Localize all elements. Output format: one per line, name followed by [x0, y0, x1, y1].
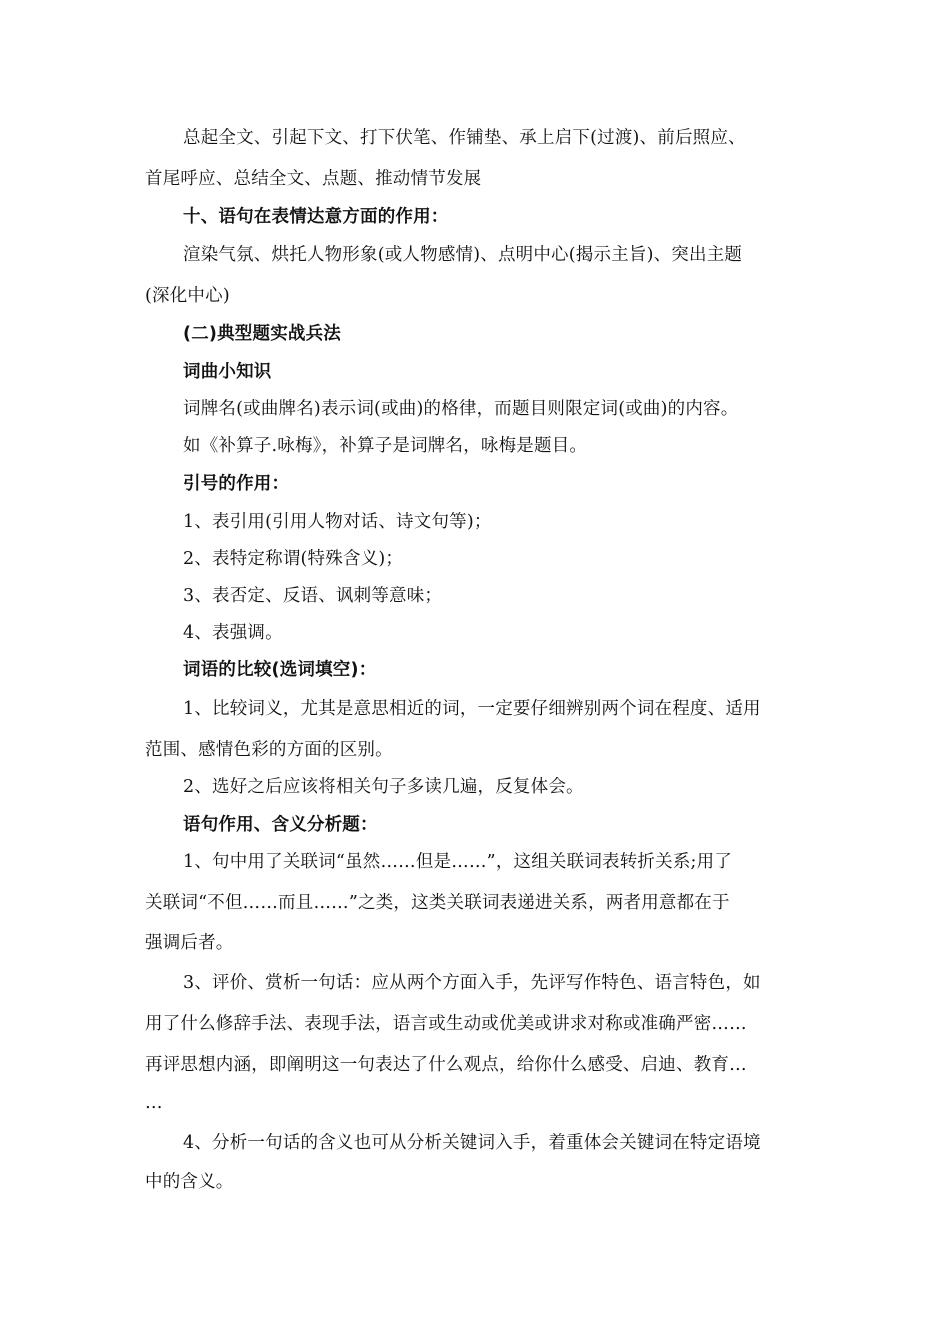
subsection-heading: 词曲小知识	[183, 362, 272, 382]
paragraph-line: (深化中心)	[145, 286, 230, 306]
list-item: 4、表强调。	[183, 623, 283, 643]
list-item: 3、表否定、反语、讽刺等意味；	[183, 586, 443, 606]
paragraph-line: 再评思想内涵，即阐明这一句表达了什么观点，给你什么感受、启迪、教育…	[145, 1055, 747, 1075]
section-heading: (二)典型题实战兵法	[183, 324, 341, 344]
paragraph-line: 1、句中用了关联词“虽然……但是……”，这组关联词表转折关系;用了	[183, 852, 733, 872]
list-item: 2、表特定称谓(特殊含义)；	[183, 549, 404, 569]
paragraph-line: 首尾呼应、总结全文、点题、推动情节发展	[145, 169, 482, 189]
paragraph-line: 强调后者。	[145, 933, 234, 953]
subsection-heading: 语句作用、含义分析题：	[183, 815, 378, 835]
paragraph-line: 1、比较词义，尤其是意思相近的词，一定要仔细辨别两个词在程度、适用	[183, 699, 761, 719]
paragraph-line: 用了什么修辞手法、表现手法，语言或生动或优美或讲求对称或准确严密……	[145, 1014, 747, 1034]
paragraph-line: 4、分析一句话的含义也可从分析关键词入手，着重体会关键词在特定语境	[183, 1133, 761, 1153]
paragraph-line: 词牌名(或曲牌名)表示词(或曲)的格律，而题目则限定词(或曲)的内容。	[183, 399, 739, 419]
paragraph-line: 中的含义。	[145, 1172, 234, 1192]
subsection-heading: 引号的作用：	[183, 474, 290, 494]
paragraph-line: 2、选好之后应该将相关句子多读几遍，反复体会。	[183, 777, 584, 797]
paragraph-line: …	[145, 1093, 163, 1113]
paragraph-line: 如《补算子.咏梅》，补算子是词牌名，咏梅是题目。	[183, 436, 588, 456]
list-item: 1、表引用(引用人物对话、诗文句等)；	[183, 512, 492, 532]
subsection-heading: 词语的比较(选词填空)：	[183, 660, 377, 680]
paragraph-line: 3、评价、赏析一句话：应从两个方面入手，先评写作特色、语言特色，如	[183, 973, 761, 993]
section-heading: 十、语句在表情达意方面的作用：	[183, 207, 449, 227]
paragraph-line: 渲染气氛、烘托人物形象(或人物感情)、点明中心(揭示主旨)、突出主题	[183, 245, 743, 265]
paragraph-line: 范围、感情色彩的方面的区别。	[145, 740, 393, 760]
paragraph-line: 关联词“不但……而且……”之类，这类关联词表递进关系，两者用意都在于	[145, 893, 730, 913]
paragraph-line: 总起全文、引起下文、打下伏笔、作铺垫、承上启下(过渡)、前后照应、	[183, 128, 746, 148]
